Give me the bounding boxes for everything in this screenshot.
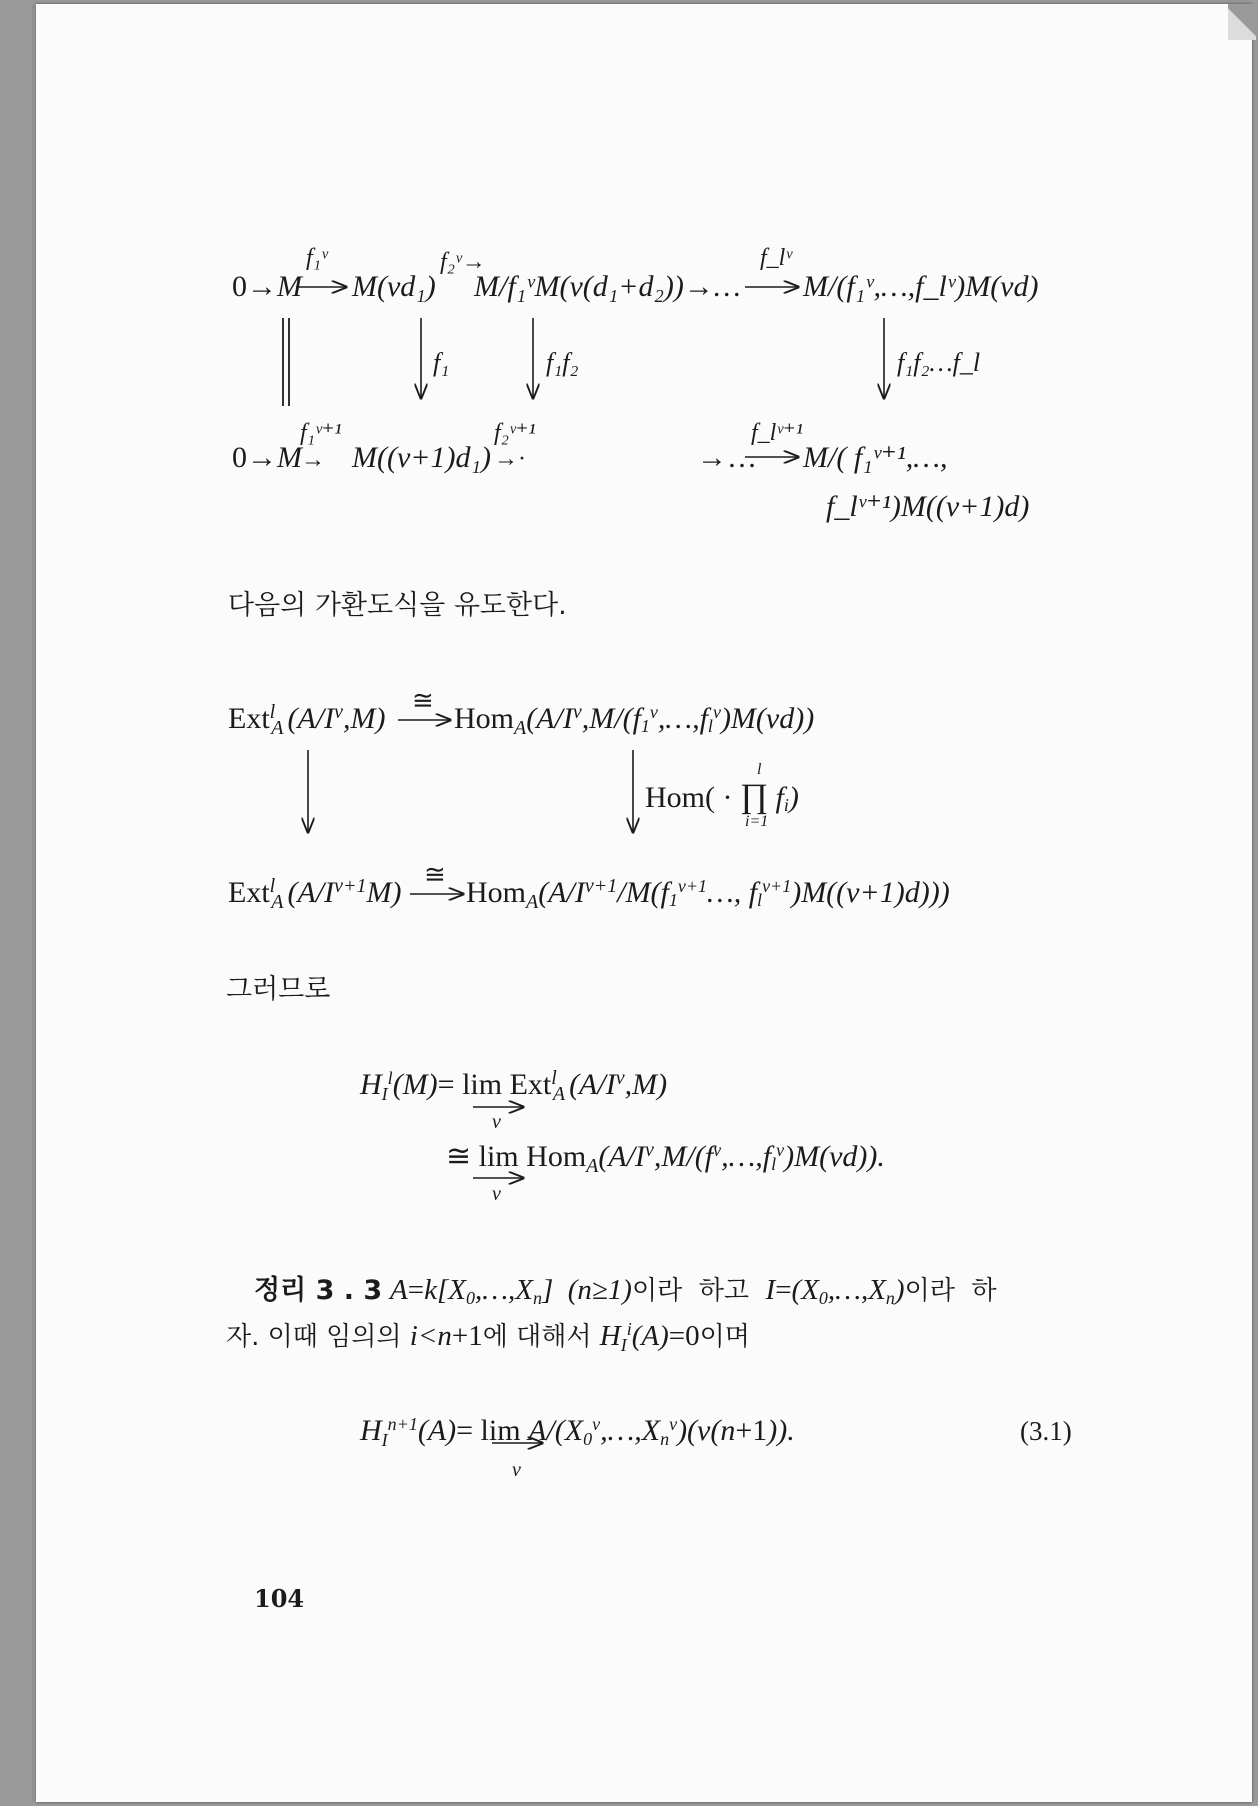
vertical-label-f1f2fl: f₁f₂…f_l [897, 348, 981, 377]
text-derive-diagram: 다음의 가환도식을 유도한다. [228, 590, 567, 621]
diagram2-top-left: Ext$^l_A$ $(A/I^\nu,M)$ [228, 701, 386, 739]
diagram1-label-fl: f_lᵛ [760, 245, 793, 271]
limit-eq-line2: ≅ $\lim Hom_A(A/I^\nu,M/(f^\nu,\dots,fl^\nu)M(\nu d))$. [446, 1139, 885, 1177]
limit-eq-line1: $H_I^l(M)= \lim Ext^l_A$ $(A/I^\nu,M)$ [360, 1067, 668, 1105]
diagram2-prod-upper: l [757, 761, 762, 778]
diagram1-label-f2: f₂ᵛ→ [440, 249, 486, 275]
diagram1-row1-start: 0→M [232, 270, 302, 303]
equation-number: (3.1) [1020, 1416, 1072, 1446]
theorem-line1: A=k[X0,…,Xn] (n≥1)이라 하고 I=(X0,…,Xn)이라 하 [390, 1274, 997, 1308]
diagram1-quotient-final: M/(f₁ᵛ,…,f_lᵛ)M(νd) [803, 270, 1039, 303]
diagram2-iso-bottom: ≅ [424, 860, 446, 889]
diagram1-row2-start: 0→M [232, 441, 302, 474]
diagram1-row2-label-f1: f₁ᵛ⁺¹ [300, 420, 342, 446]
diagram1-label-f1: f₁ᵛ [306, 245, 328, 271]
theorem-equation: $H_I^{n+1}(A)= \lim$ $A/(X0^\nu,\dots,Xn^\nu)(\nu(n+1))$. [360, 1414, 795, 1450]
vertical-label-f1f2: f₁f₂ [546, 348, 579, 377]
diagram1-M-nu1d1: M((ν+1)d₁) [352, 441, 491, 474]
diagram1-row2-quotient-cont: f_lᵛ⁺¹)M((ν+1)d) [826, 490, 1030, 523]
limit-sub-nu-1: ν [492, 1111, 501, 1133]
theorem-line2: 자. 이때 임의의 i<n+1에 대해서 $H_I^i(A)=0$이며 [226, 1319, 750, 1355]
diagram1-row2-small-arrow: → [301, 447, 325, 473]
vertical-label-f1: f₁ [433, 348, 450, 377]
diagram1-row2-quotient: M/( f₁ᵛ⁺¹,…, [803, 441, 948, 474]
text-therefore: 그러므로 [226, 974, 331, 1005]
diagram1-row2-label-f2: f₂ᵛ⁺¹ [494, 420, 536, 446]
diagram1-quotient1: M/f₁ᵛM(ν(d₁+d₂))→… [474, 270, 741, 303]
diagram2-top-right: $Hom_A(A/I^\nu,M/(f1^\nu,\dots,fl^\nu)M(\nu d))$ [454, 701, 815, 739]
diagram1-row2-label-fl: f_lᵛ⁺¹ [751, 420, 803, 446]
theorem-label: 정리 3 . 3 [254, 1275, 383, 1306]
theorem-sub-nu: ν [512, 1459, 521, 1481]
diagram1-row2-arrow-dot: →· [494, 446, 526, 472]
diagram1-row2-dots: →… [697, 441, 757, 474]
diagram2-prod-lower: i=1 [745, 813, 769, 830]
diagram2-vertical-label: Hom( · ∏ fi) [645, 778, 799, 815]
diagram1-M-nud1: M(νd₁) [352, 270, 436, 303]
diagram2-bottom-right: $Hom_A(A/I^{\nu+1}/M(f1^{\nu+1}\dots$, $fl^{\nu+1})M((\nu+1)d)$)) [466, 875, 950, 913]
diagram2-iso-top: ≅ [412, 686, 434, 715]
diagram2-bottom-left: Ext$^l_A$ $(A/I^{\nu+1}M)$ [228, 875, 402, 913]
limit-sub-nu-2: ν [492, 1183, 501, 1205]
page-number: 104 [254, 1584, 305, 1613]
